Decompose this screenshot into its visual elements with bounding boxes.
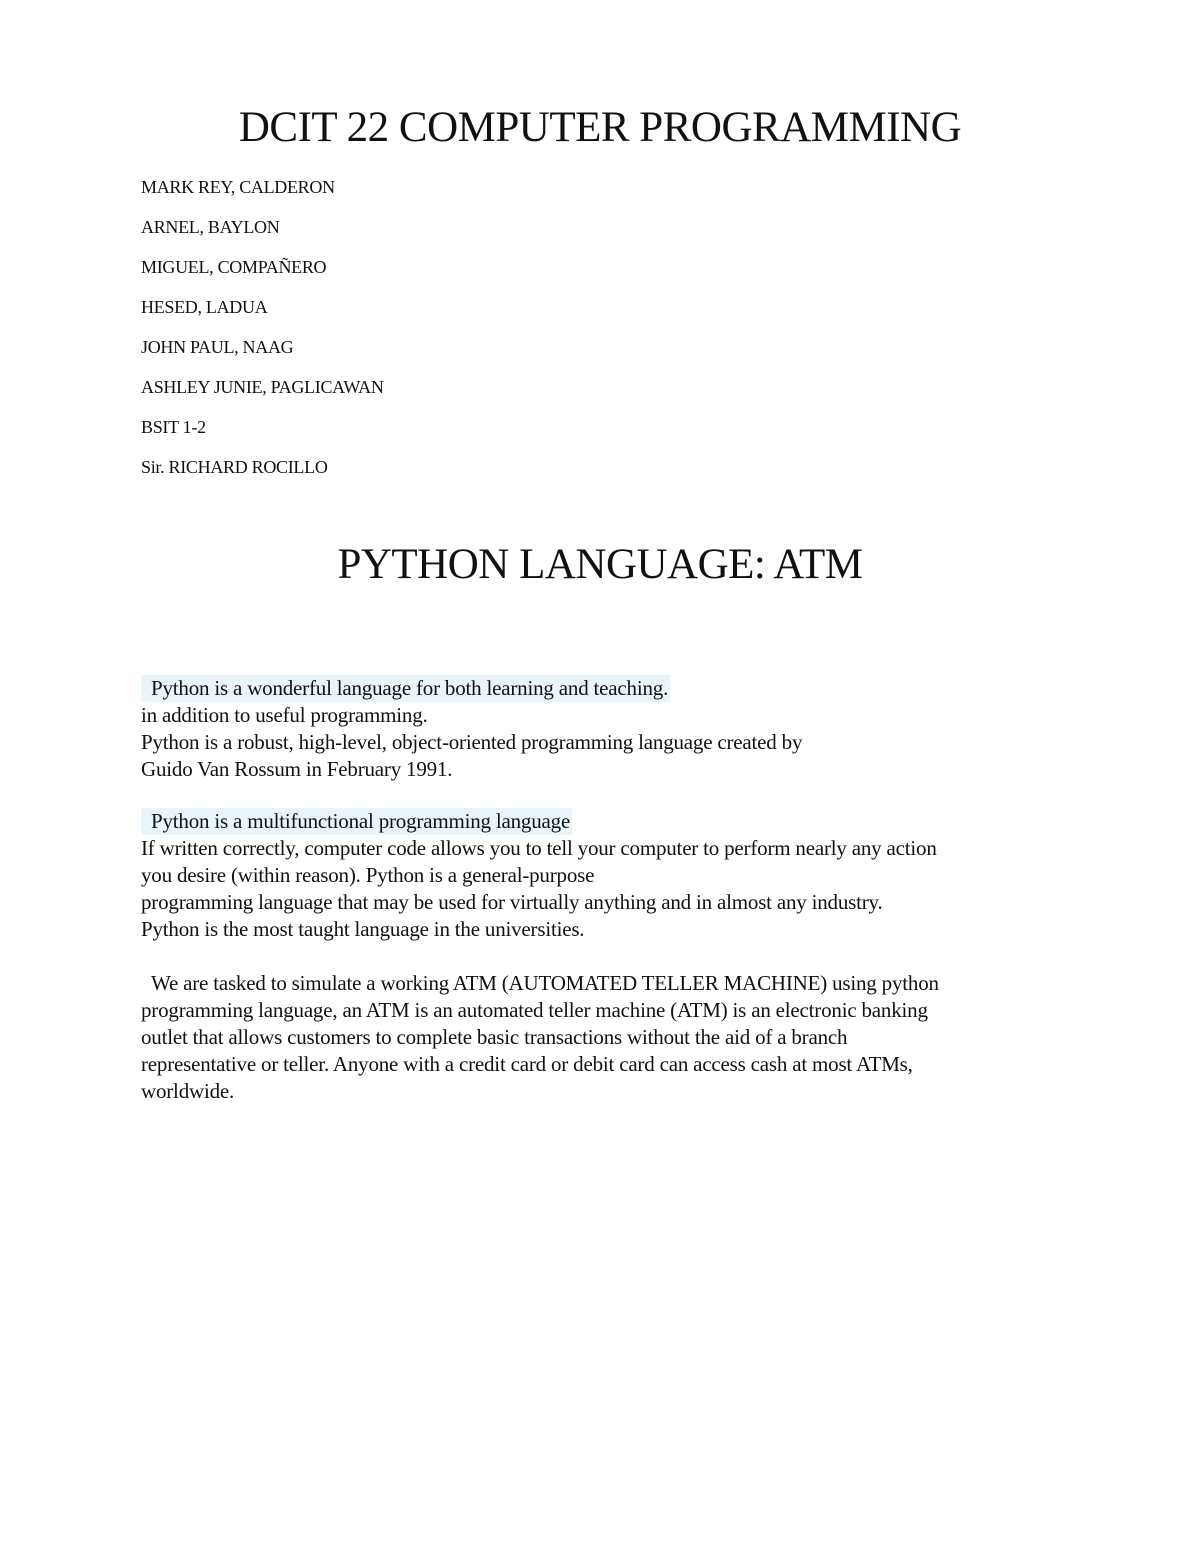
- paragraph-line: Python is a robust, high-level, object-oriented programming language created by: [141, 730, 803, 754]
- paragraph-line: programming language that may be used for virtually anything and in almost any industry.: [141, 890, 883, 914]
- paragraph-line: outlet that allows customers to complete basic transactions without the aid of a branch: [141, 1025, 848, 1049]
- highlighted-lead: Python is a multifunctional programming language: [141, 808, 572, 835]
- highlighted-lead: Python is a wonderful language for both learning and teaching.: [141, 675, 670, 702]
- paragraph-line: We are tasked to simulate a working ATM (AUTOMATED TELLER MACHINE) using python: [151, 971, 939, 995]
- author-line: MARK REY, CALDERON: [141, 177, 335, 197]
- author-line: ASHLEY JUNIE, PAGLICAWAN: [141, 377, 384, 397]
- author-list: [141, 176, 384, 496]
- author-line: JOHN PAUL, NAAG: [141, 337, 294, 357]
- document-title: DCIT 22 COMPUTER PROGRAMMING: [238, 104, 962, 151]
- paragraph-line: programming language, an ATM is an automated teller machine (ATM) is an electronic banking: [141, 998, 928, 1022]
- paragraph-multifunctional: [141, 808, 1081, 943]
- paragraph-line: Guido Van Rossum in February 1991.: [141, 757, 453, 781]
- author-line: MIGUEL, COMPAÑERO: [141, 257, 327, 277]
- paragraph-line: worldwide.: [141, 1079, 235, 1103]
- author-line: HESED, LADUA: [141, 297, 268, 317]
- paragraph-atm: [141, 970, 1081, 1105]
- section-heading: PYTHON LANGUAGE: ATM: [337, 541, 863, 588]
- instructor-line: Sir. RICHARD ROCILLO: [141, 457, 328, 477]
- paragraph-line: If written correctly, computer code allows you to tell your computer to perform nearly any action: [141, 836, 937, 860]
- paragraph-line: representative or teller. Anyone with a credit card or debit card can access cash at most ATMs,: [141, 1052, 913, 1076]
- paragraph-intro: [141, 675, 1081, 783]
- author-line: ARNEL, BAYLON: [141, 217, 280, 237]
- paragraph-line: in addition to useful programming.: [141, 703, 428, 727]
- paragraph-line: you desire (within reason). Python is a general-purpose: [141, 863, 595, 887]
- paragraph-line: Python is the most taught language in the universities.: [141, 917, 585, 941]
- section-line: BSIT 1-2: [141, 417, 206, 437]
